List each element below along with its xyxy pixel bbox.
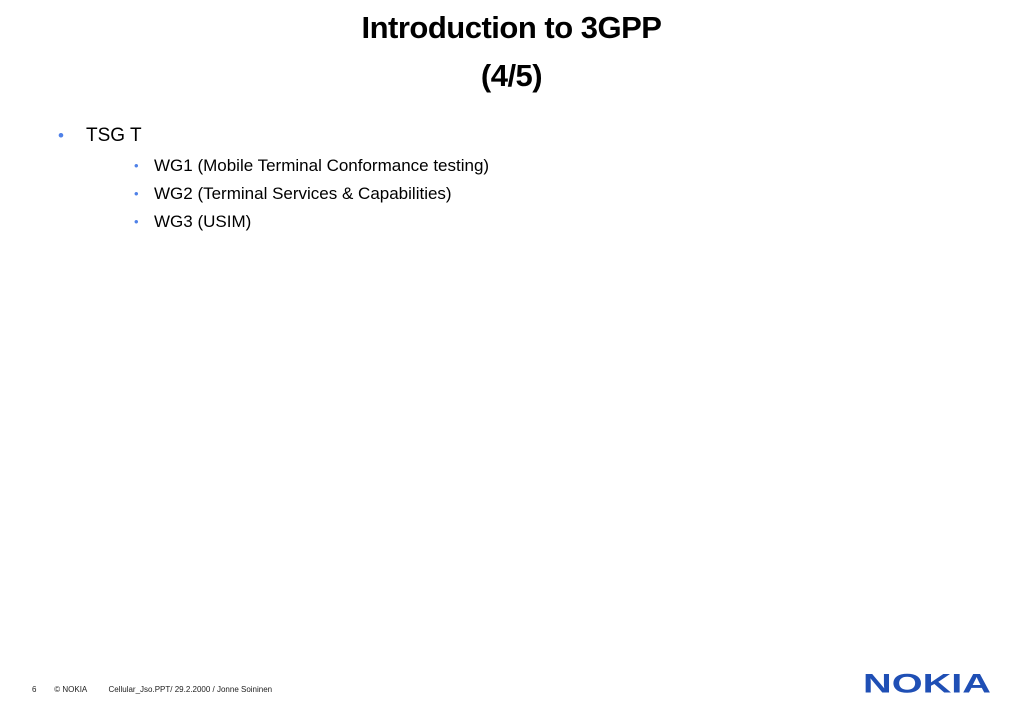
file-info: Cellular_Jso.PPT/ 29.2.2000 / Jonne Soininen xyxy=(108,685,273,694)
bullet-label: TSG T xyxy=(86,125,142,146)
copyright-text: © NOKIA xyxy=(54,685,88,694)
bullet-dot-icon: • xyxy=(134,186,139,201)
slide-title xyxy=(0,6,1023,98)
bullet-item-tsg-t xyxy=(56,122,489,236)
sub-bullet-item-wg1 xyxy=(132,152,489,180)
sub-bullet-label: WG3 (USIM) xyxy=(154,212,252,231)
sub-bullet-label: WG2 (Terminal Services & Capabilities) xyxy=(154,184,452,203)
nokia-logo xyxy=(862,669,992,695)
bullet-dot-icon: • xyxy=(134,214,139,229)
title-line-2: (4/5) xyxy=(480,58,543,93)
bullet-list xyxy=(56,122,489,236)
sub-bullet-label: WG1 (Mobile Terminal Conformance testing) xyxy=(154,156,490,175)
title-line-1: Introduction to 3GPP xyxy=(361,10,662,45)
sub-bullet-list xyxy=(86,152,489,236)
bullet-dot-icon: • xyxy=(134,158,139,173)
sub-bullet-item-wg2 xyxy=(132,180,489,208)
slide-footer xyxy=(32,684,272,696)
nokia-logo-wordmark: NOKIA xyxy=(863,669,991,695)
bullet-dot-icon: • xyxy=(58,126,64,145)
page-number: 6 xyxy=(32,685,37,694)
sub-bullet-item-wg3 xyxy=(132,208,489,236)
